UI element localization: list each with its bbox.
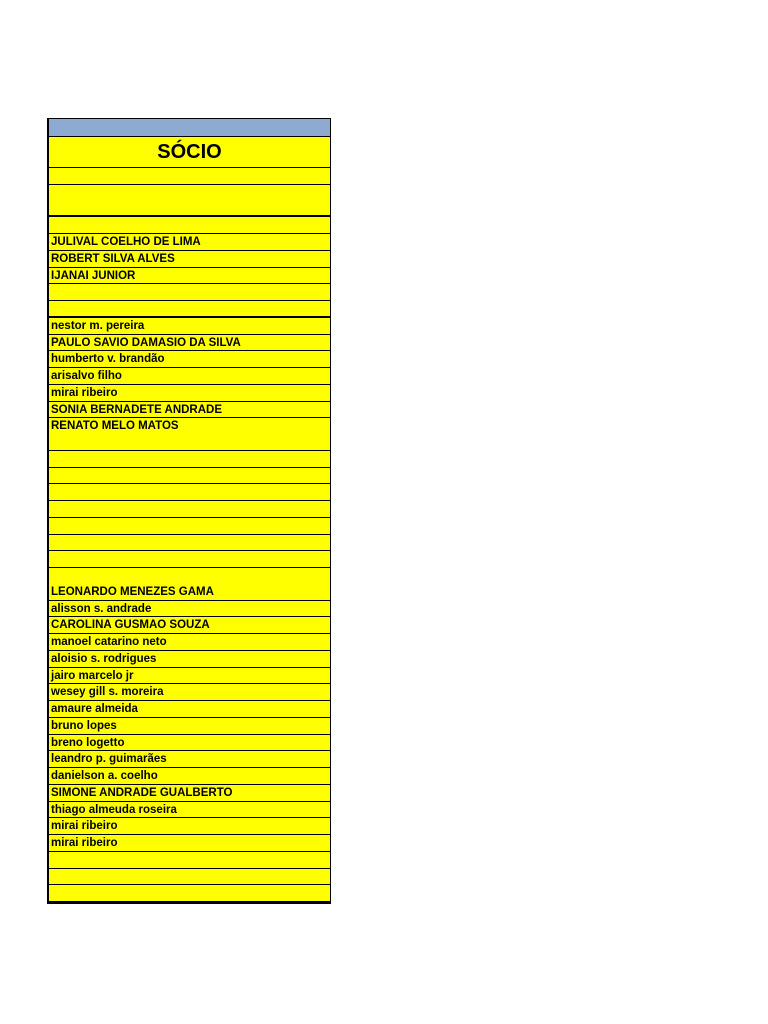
- table-row[interactable]: SIMONE ANDRADE GUALBERTO: [49, 785, 330, 802]
- table-row[interactable]: [49, 451, 330, 468]
- table-row[interactable]: [49, 468, 330, 485]
- spreadsheet-table: [47, 118, 331, 904]
- table-row[interactable]: [49, 535, 330, 552]
- table-row[interactable]: jairo marcelo jr: [49, 668, 330, 685]
- table-row[interactable]: [49, 501, 330, 518]
- table-row[interactable]: mirai ribeiro: [49, 818, 330, 835]
- table-row[interactable]: [49, 852, 330, 869]
- table-row[interactable]: [49, 217, 330, 234]
- table-row[interactable]: aloisio s. rodrigues: [49, 651, 330, 668]
- table-row[interactable]: wesey gill s. moreira: [49, 684, 330, 701]
- table-row[interactable]: [49, 284, 330, 301]
- table-row[interactable]: [49, 869, 330, 886]
- table-row[interactable]: [49, 201, 330, 218]
- table-row[interactable]: [49, 434, 330, 451]
- table-row[interactable]: leandro p. guimarães: [49, 751, 330, 768]
- table-row[interactable]: arisalvo filho: [49, 368, 330, 385]
- rows-container: [49, 168, 330, 902]
- table-row[interactable]: [49, 168, 330, 185]
- table-row[interactable]: [49, 551, 330, 568]
- column-title: SÓCIO: [49, 137, 330, 168]
- table-row[interactable]: JULIVAL COELHO DE LIMA: [49, 234, 330, 251]
- table-row[interactable]: alisson s. andrade: [49, 601, 330, 618]
- table-row[interactable]: humberto v. brandão: [49, 351, 330, 368]
- table-row[interactable]: RENATO MELO MATOS: [49, 418, 330, 434]
- table-row[interactable]: CAROLINA GUSMAO SOUZA: [49, 617, 330, 634]
- table-row[interactable]: manoel catarino neto: [49, 634, 330, 651]
- table-row[interactable]: [49, 301, 330, 318]
- table-row[interactable]: [49, 885, 330, 902]
- table-row[interactable]: mirai ribeiro: [49, 385, 330, 402]
- table-row[interactable]: [49, 185, 330, 201]
- table-row[interactable]: amaure almeida: [49, 701, 330, 718]
- column-header-bar: [49, 118, 330, 137]
- table-row[interactable]: SONIA BERNADETE ANDRADE: [49, 402, 330, 419]
- table-row[interactable]: nestor m. pereira: [49, 318, 330, 335]
- table-row[interactable]: breno logetto: [49, 735, 330, 752]
- table-row[interactable]: thiago almeuda roseira: [49, 802, 330, 819]
- table-row[interactable]: [49, 568, 330, 584]
- table-row[interactable]: IJANAI JUNIOR: [49, 268, 330, 285]
- table-row[interactable]: ROBERT SILVA ALVES: [49, 251, 330, 268]
- table-row[interactable]: bruno lopes: [49, 718, 330, 735]
- table-row[interactable]: PAULO SAVIO DAMASIO DA SILVA: [49, 335, 330, 352]
- table-row[interactable]: mirai ribeiro: [49, 835, 330, 852]
- table-row[interactable]: LEONARDO MENEZES GAMA: [49, 584, 330, 601]
- table-row[interactable]: danielson a. coelho: [49, 768, 330, 785]
- table-row[interactable]: [49, 484, 330, 501]
- table-row[interactable]: [49, 518, 330, 535]
